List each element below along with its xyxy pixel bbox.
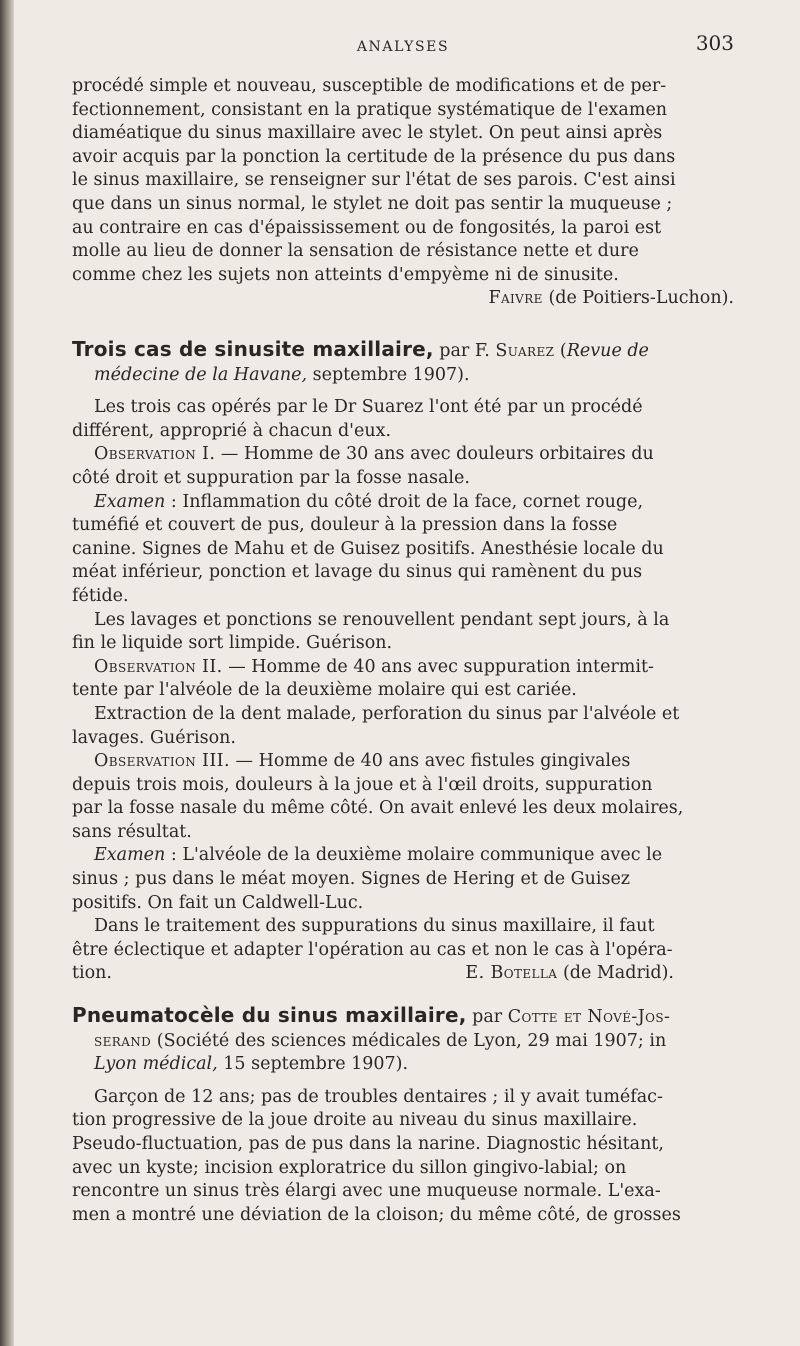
- exam-label: Examen: [94, 491, 166, 512]
- article-date: 15 septembre 1907).: [223, 1054, 409, 1075]
- signature-name: E. Botella: [465, 963, 558, 984]
- observation-2: [72, 656, 734, 703]
- text-line: être éclectique et adapter l'opération au cas et non le cas à l'opéra-: [72, 939, 673, 960]
- signature: [72, 287, 734, 311]
- article-authors-cont: serand: [94, 1030, 152, 1051]
- observation-label: Observation II.: [94, 656, 223, 677]
- observation-3: [72, 750, 734, 844]
- text-line: — Homme de 40 ans avec suppuration intermit-: [228, 656, 654, 677]
- text-line: tente par l'alvéole de la deuxième molaire qui est cariée.: [72, 680, 577, 701]
- journal-name: Revue de: [566, 341, 649, 361]
- article-title: Trois cas de sinusite maxillaire,: [72, 337, 434, 361]
- paren: (: [559, 341, 567, 361]
- text-line: Les lavages et ponctions se renouvellent pendant sept jours, à la: [94, 609, 670, 630]
- paragraph: [72, 1086, 734, 1228]
- article-by: par F.: [439, 341, 490, 361]
- text-line: rencontre un sinus très élargi avec une muqueuse normale. L'exa-: [72, 1181, 661, 1202]
- text-line: fin le liquide sort limpide. Guérison.: [72, 633, 393, 654]
- article-author: Suarez: [495, 341, 555, 361]
- text-line: fectionnement, consistant en la pratique systématique de l'examen: [72, 99, 668, 120]
- text-line: — Homme de 40 ans avec fistules gingivales: [235, 751, 631, 772]
- text-line: au contraire en cas d'épaississement ou de fongosités, la paroi est: [72, 217, 662, 238]
- signature-name: Faivre: [488, 288, 543, 309]
- signature-block: [465, 962, 674, 986]
- paragraph: [72, 396, 734, 443]
- article-heading: [72, 338, 734, 387]
- text-line: comme chez les sujets non atteints d'empyème ni de sinusite.: [72, 264, 619, 285]
- observation-label: Observation I.: [94, 444, 216, 465]
- journal-name: Lyon médical,: [94, 1054, 218, 1075]
- signature: [72, 962, 734, 986]
- observation-1: [72, 443, 734, 490]
- observation-label: Observation III.: [94, 751, 230, 772]
- page-number: 303: [695, 31, 734, 55]
- paragraph: [72, 609, 734, 656]
- text-line: sinus ; pus dans le méat moyen. Signes de Hering et de Guisez: [72, 869, 631, 890]
- exam-1: [72, 491, 734, 609]
- text-line: avoir acquis par la ponction la certitude de la présence du pus dans: [72, 146, 676, 167]
- journal-name-cont: médecine de la Havane,: [94, 364, 308, 385]
- article-date: septembre 1907).: [312, 364, 470, 385]
- text-line: — Homme de 30 ans avec douleurs orbitaires du: [220, 444, 654, 465]
- text-line: différent, approprié à chacun d'eux.: [72, 420, 392, 441]
- source: (Société des sciences médicales de Lyon, 29 mai 1907; in: [156, 1030, 667, 1051]
- review-faivre: [72, 75, 734, 311]
- running-title: ANALYSES: [356, 39, 450, 55]
- review-suarez: [72, 338, 734, 986]
- review-cotte: [72, 1004, 734, 1227]
- text-line: Garçon de 12 ans; pas de troubles dentaires ; il y avait tuméfac-: [94, 1086, 663, 1107]
- conclusion: [72, 915, 734, 962]
- article-by: par: [472, 1007, 503, 1027]
- article-heading: [72, 1004, 734, 1077]
- text-line: depuis trois mois, douleurs à la joue et à l'œil droits, suppuration: [72, 774, 653, 795]
- text-line: avec un kyste; incision exploratrice du sillon gingivo-labial; on: [72, 1157, 627, 1178]
- text-line: men a montré une déviation de la cloison; du même côté, de grosses: [72, 1204, 681, 1225]
- paragraph: [72, 75, 734, 287]
- text-line: canine. Signes de Mahu et de Guisez positifs. Anesthésie locale du: [72, 538, 664, 559]
- signature-place: (de Poitiers-Luchon).: [548, 288, 734, 309]
- text-line: que dans un sinus normal, le stylet ne doit pas sentir la muqueuse ;: [72, 193, 673, 214]
- signature-place: (de Madrid).: [562, 963, 674, 984]
- text-line: fétide.: [72, 585, 129, 606]
- text-line: positifs. On fait un Caldwell-Luc.: [72, 892, 364, 913]
- exam-3: [72, 844, 734, 915]
- text-line: sans résultat.: [72, 821, 192, 842]
- paragraph: [72, 703, 734, 750]
- text-line: lavages. Guérison.: [72, 727, 236, 748]
- text-line: procédé simple et nouveau, susceptible de modifications et de per-: [72, 76, 667, 96]
- article-title: Pneumatocèle du sinus maxillaire,: [72, 1003, 467, 1027]
- text-line: côté droit et suppuration par la fosse nasale.: [72, 467, 470, 488]
- text-line: tuméfié et couvert de pus, douleur à la pression dans la fosse: [72, 515, 618, 536]
- text-line: : L'alvéole de la deuxième molaire communique avec le: [170, 845, 663, 866]
- text-line: Les trois cas opérés par le Dr Suarez l'ont été par un procédé: [94, 397, 643, 418]
- text-line: Dans le traitement des suppurations du sinus maxillaire, il faut: [94, 916, 655, 937]
- book-spine-shadow: [0, 0, 14, 1346]
- running-head: [72, 32, 734, 58]
- text-line: Extraction de la dent malade, perforation du sinus par l'alvéole et: [94, 703, 680, 724]
- text-line: diaméatique du sinus maxillaire avec le stylet. On peut ainsi après: [72, 123, 663, 144]
- text-line: le sinus maxillaire, se renseigner sur l'état de ses parois. C'est ainsi: [72, 170, 676, 191]
- article-authors: Cotte et Nové-Jos-: [507, 1007, 671, 1027]
- text-line: par la fosse nasale du même côté. On avait enlevé les deux molaires,: [72, 798, 684, 819]
- text-line: tion.: [72, 963, 112, 984]
- text-line: : Inflammation du côté droit de la face, cornet rouge,: [170, 491, 644, 512]
- text-line: Pseudo-fluctuation, pas de pus dans la narine. Diagnostic hésitant,: [72, 1133, 664, 1154]
- text-line: méat inférieur, ponction et lavage du sinus qui ramènent du pus: [72, 562, 643, 583]
- exam-label: Examen: [94, 845, 166, 866]
- text-line: molle au lieu de donner la sensation de résistance nette et dure: [72, 241, 639, 262]
- text-line: tion progressive de la joue droite au niveau du sinus maxillaire.: [72, 1110, 638, 1131]
